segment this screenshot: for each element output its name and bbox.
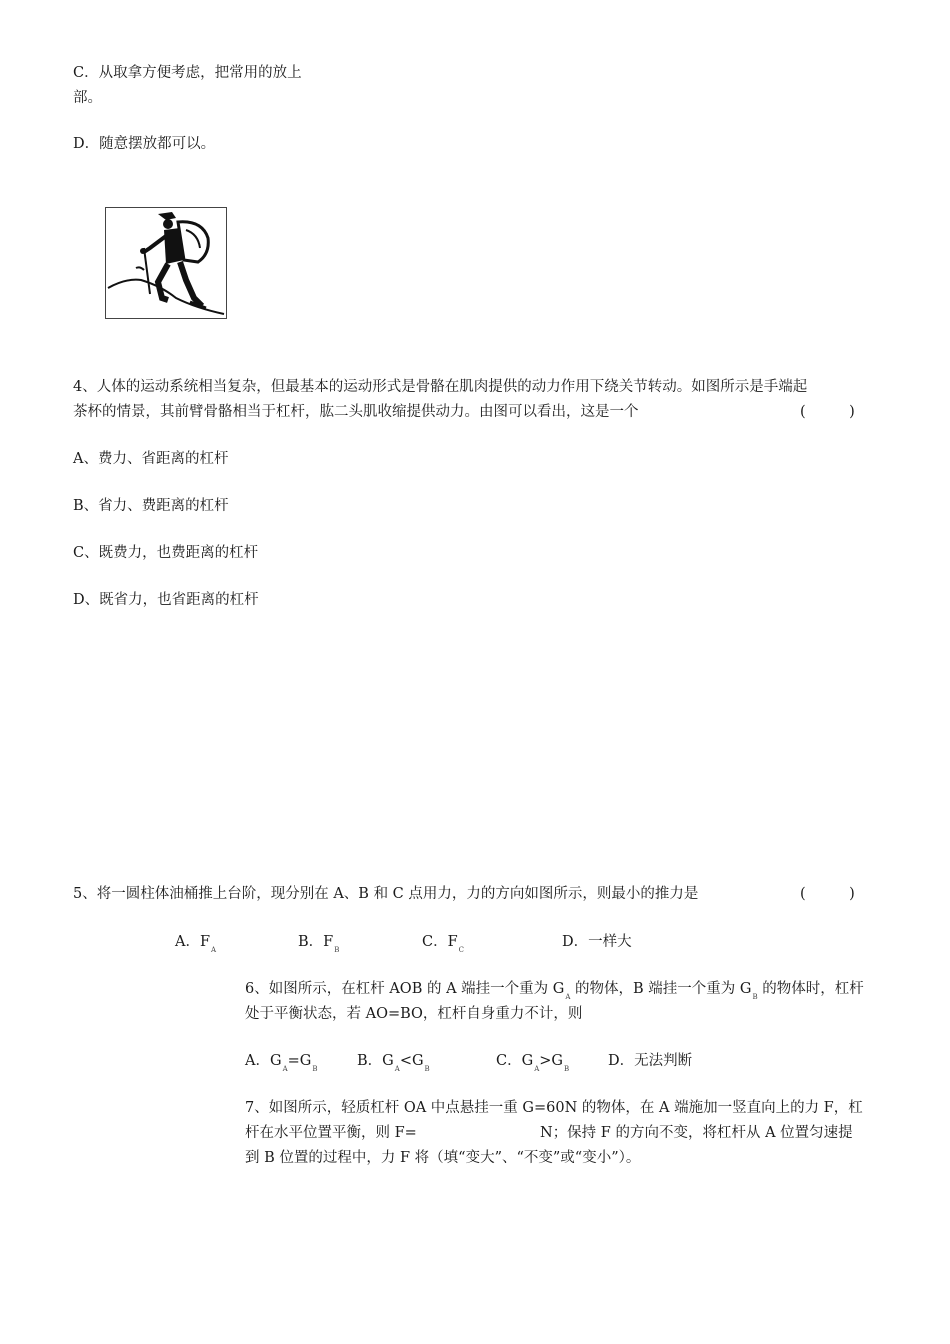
hiker-figure — [105, 207, 227, 319]
q3-option-c-line1: C．从取拿方便考虑，把常用的放上 — [73, 65, 302, 81]
q3-option-d: D．随意摆放都可以。 — [73, 136, 216, 152]
q6-option-d: D．无法判断 — [608, 1053, 693, 1069]
q4-option-d: D、既省力，也省距离的杠杆 — [73, 592, 259, 608]
q4-stem-line2: 茶杯的情景，其前臂骨骼相当于杠杆，肱二头肌收缩提供动力。由图可以看出，这是一个 — [73, 404, 639, 420]
q4-option-c: C、既费力，也费距离的杠杆 — [73, 545, 259, 561]
q4-option-a: A、费力、省距离的杠杆 — [73, 451, 229, 467]
hiker-illustration — [106, 208, 226, 318]
q4-stem-line1: 4、人体的运动系统相当复杂，但最基本的运动形式是骨骼在肌肉提供的动力作用下绕关节转动。如图所示是手端起 — [73, 379, 808, 395]
q4-option-b: B、省力、费距离的杠杆 — [73, 498, 229, 514]
q7-stem-line2-start: 杆在水平位置平衡，则 F= — [245, 1125, 417, 1141]
q5-option-a: A．$F_A$ — [175, 934, 217, 954]
q6-stem-line1: 6、如图所示，在杠杆 AOB 的 A 端挂一个重为 $G_A$ 的物体，B 端挂一个重为 $G_B$ 的物体时，杠杆 — [245, 981, 864, 1001]
q5-answer-blank: ( ) — [800, 886, 855, 902]
q6-option-b: B．$G_A<G_B$ — [357, 1053, 430, 1073]
q6-option-a: A．$G_A=G_B$ — [245, 1053, 318, 1073]
q5-option-c: C．$F_C$ — [422, 934, 465, 954]
q5-option-b: B．$F_B$ — [298, 934, 340, 954]
q7-stem-line2-end: N；保持 F 的方向不变，将杠杆从 A 位置匀速提 — [540, 1125, 853, 1141]
q6-stem-line2: 处于平衡状态，若 AO=BO，杠杆自身重力不计，则 — [245, 1006, 583, 1022]
q7-stem-line1: 7、如图所示，轻质杠杆 OA 中点悬挂一重 G=60N 的物体，在 A 端施加一竖直向上的力 F，杠 — [245, 1100, 863, 1116]
q5-stem: 5、将一圆柱体油桶推上台阶，现分别在 A、B 和 C 点用力，力的方向如图所示，则最小的推力是 — [73, 886, 699, 902]
q5-option-d: D．一样大 — [562, 934, 632, 950]
q7-stem-line3: 到 B 位置的过程中，力 F 将（填“变大”、“不变”或“变小”）。 — [245, 1150, 641, 1166]
q6-option-c: C．$G_A>G_B$ — [496, 1053, 570, 1073]
q4-answer-blank: ( ) — [800, 404, 855, 420]
q3-option-c-line2: 部。 — [73, 90, 102, 106]
